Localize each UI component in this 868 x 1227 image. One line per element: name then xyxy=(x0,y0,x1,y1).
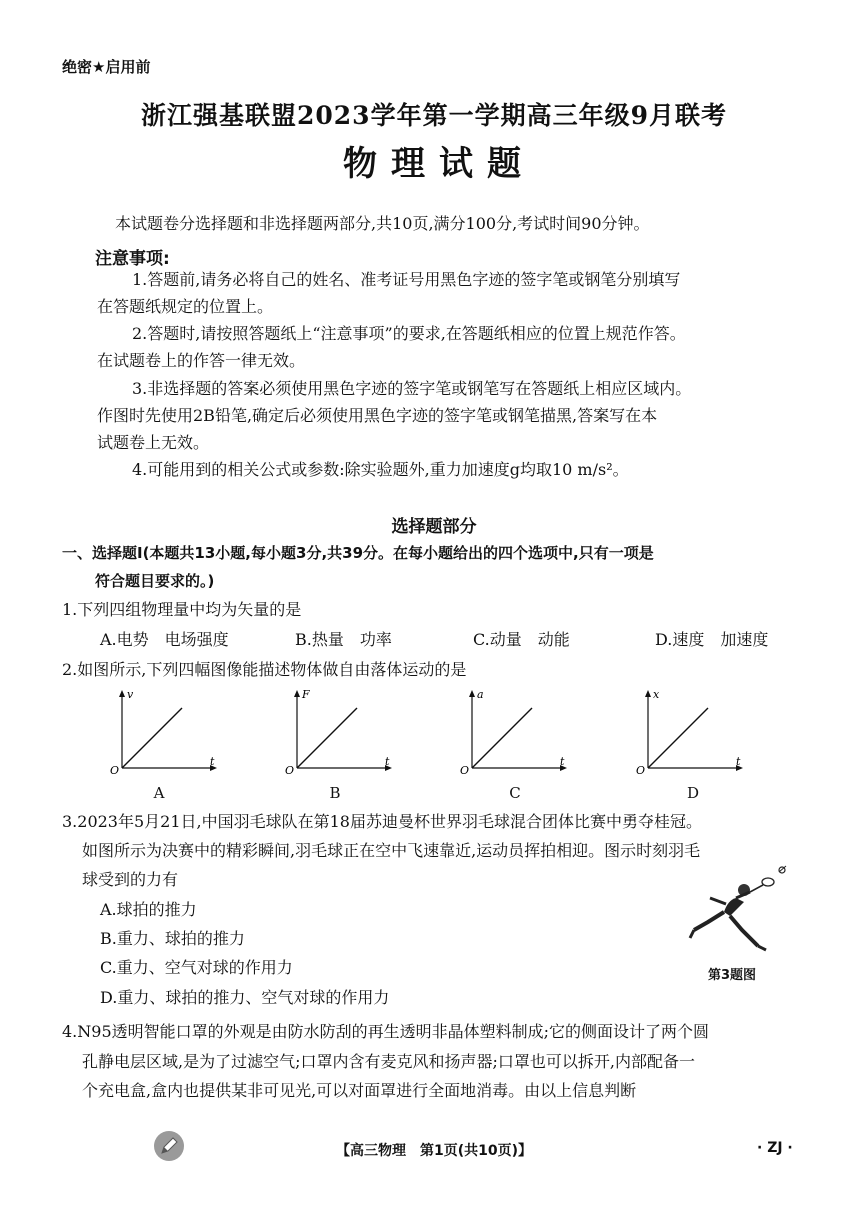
region-code: · ZJ · xyxy=(757,1140,793,1156)
part1-heading: 符合题目要求的。) xyxy=(95,572,215,590)
q2-graph-d xyxy=(638,688,748,778)
section-title: 选择题部分 xyxy=(391,517,477,537)
q2-graph-label: A xyxy=(153,784,165,802)
q2-graph-label: D xyxy=(686,784,700,802)
axis-label: a xyxy=(477,688,484,701)
q3-stem: 球受到的力有 xyxy=(82,870,179,889)
q1-option-d: D.速度 加速度 xyxy=(655,630,769,649)
origin-label: O xyxy=(636,764,646,777)
q1-option-b: B.热量 功率 xyxy=(295,630,392,649)
badminton-player-image xyxy=(686,860,796,960)
notice-line: 在试题卷上的作答一律无效。 xyxy=(97,351,306,370)
page-footer: 【高三物理 第1页(共10页)】 xyxy=(335,1143,533,1159)
origin-label: O xyxy=(460,764,470,777)
q2-stem: 2.如图所示,下列四幅图像能描述物体做自由落体运动的是 xyxy=(62,660,467,679)
q1-option-c: C.动量 动能 xyxy=(473,630,570,649)
q2-graph-b xyxy=(287,688,397,778)
q2-graph-c xyxy=(462,688,572,778)
axis-label: t xyxy=(210,755,215,768)
axis-label: t xyxy=(560,755,565,768)
q3-figure-caption: 第3题图 xyxy=(708,968,757,983)
q2-graph-a xyxy=(112,688,222,778)
origin-label: O xyxy=(285,764,295,777)
intro-text: 本试题卷分选择题和非选择题两部分,共10页,满分100分,考试时间90分钟。 xyxy=(115,214,650,233)
notice-line: 在答题纸规定的位置上。 xyxy=(97,297,274,316)
q3-option-d: D.重力、球拍的推力、空气对球的作用力 xyxy=(100,988,390,1007)
axis-label: x xyxy=(653,688,660,701)
q1-option-a: A.电势 电场强度 xyxy=(100,630,229,649)
axis-label: F xyxy=(302,688,310,701)
axis-label: v xyxy=(127,688,134,701)
secret-label: 绝密★启用前 xyxy=(62,58,151,76)
part1-heading: 一、选择题Ⅰ(本题共13小题,每小题3分,共39分。在每小题给出的四个选项中,只有一项是 xyxy=(62,544,654,562)
axis-label: t xyxy=(385,755,390,768)
exam-title: 浙江强基联盟2023学年第一学期高三年级9月联考 xyxy=(141,101,727,130)
subject-title: 物理试题 xyxy=(343,144,535,184)
q3-stem: 如图所示为决赛中的精彩瞬间,羽毛球正在空中飞速靠近,运动员挥拍相迎。图示时刻羽毛 xyxy=(82,841,701,860)
notice-heading: 注意事项: xyxy=(95,249,170,269)
notice-line: 试题卷上无效。 xyxy=(97,433,210,452)
q4-stem: 个充电盒,盒内也提供某非可见光,可以对面罩进行全面地消毒。由以上信息判断 xyxy=(82,1081,637,1100)
notice-line: 4.可能用到的相关公式或参数:除实验题外,重力加速度g均取10 m/s²。 xyxy=(132,460,629,479)
q2-graph-label: C xyxy=(509,784,521,802)
q3-option-a: A.球拍的推力 xyxy=(100,900,197,919)
notice-line: 3.非选择题的答案必须使用黑色字迹的签字笔或钢笔写在答题纸上相应区域内。 xyxy=(132,379,692,398)
q3-option-b: B.重力、球拍的推力 xyxy=(100,929,245,948)
q2-graph-label: B xyxy=(329,784,341,802)
notice-line: 2.答题时,请按照答题纸上“注意事项”的要求,在答题纸相应的位置上规范作答。 xyxy=(132,324,686,343)
q1-stem: 1.下列四组物理量中均为矢量的是 xyxy=(62,600,302,619)
axis-label: t xyxy=(736,755,741,768)
q4-stem: 孔静电层区域,是为了过滤空气;口罩内含有麦克风和扬声器;口罩也可以拆开,内部配备一 xyxy=(82,1052,695,1071)
notice-line: 作图时先使用2B铅笔,确定后必须使用黑色字迹的签字笔或钢笔描黑,答案写在本 xyxy=(97,406,658,425)
origin-label: O xyxy=(110,764,120,777)
notice-line: 1.答题前,请务必将自己的姓名、准考证号用黑色字迹的签字笔或钢笔分别填写 xyxy=(132,270,681,289)
q3-stem: 3.2023年5月21日,中国羽毛球队在第18届苏迪曼杯世界羽毛球混合团体比赛中勇夺桂冠。 xyxy=(62,812,702,831)
q3-option-c: C.重力、空气对球的作用力 xyxy=(100,958,293,977)
q4-stem: 4.N95透明智能口罩的外观是由防水防刮的再生透明非晶体塑料制成;它的侧面设计了两个圆 xyxy=(62,1022,710,1041)
